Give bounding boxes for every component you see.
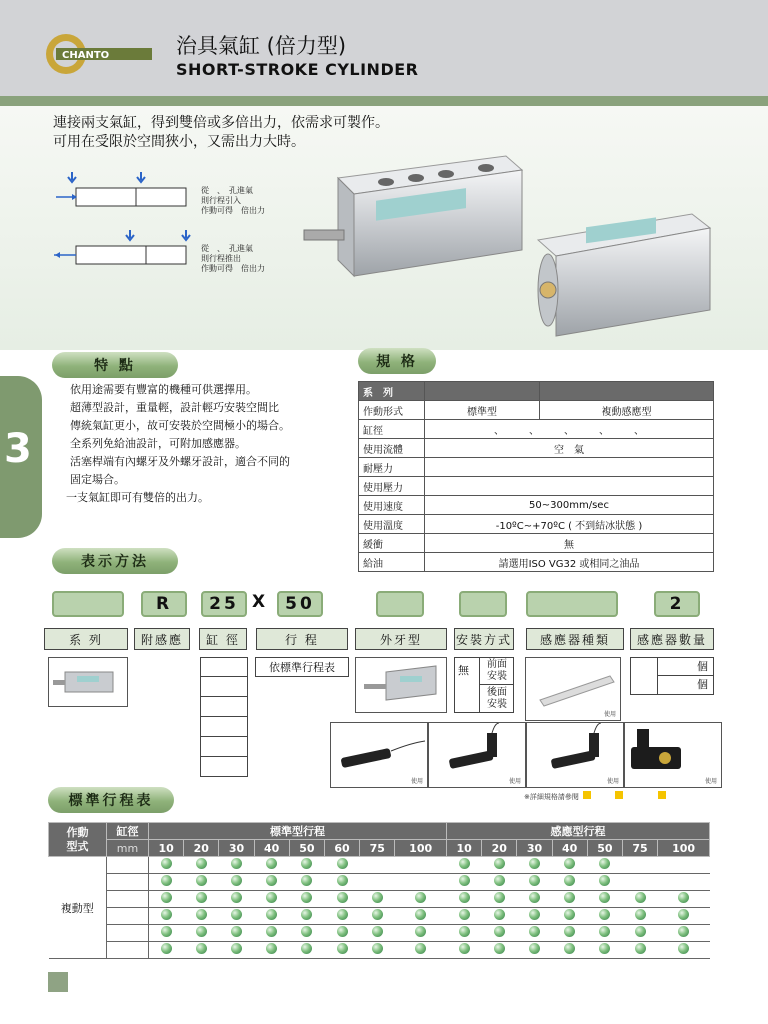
feature-line: 超薄型設計，重量輕，設計輕巧安裝空間比: [70, 401, 279, 414]
stroke-cell: [622, 908, 657, 925]
stroke-cell: [149, 942, 184, 959]
available-dot-icon: [635, 926, 646, 937]
stroke-cell: [447, 908, 482, 925]
available-dot-icon: [372, 909, 383, 920]
stroke-cell: [254, 874, 289, 891]
stroke-cell: [184, 925, 219, 942]
sensor-stroke-40: 40: [552, 840, 587, 857]
spec-label: 使用流體: [359, 439, 425, 458]
stroke-cell: [587, 908, 622, 925]
sensor-stroke-100: 100: [658, 840, 710, 857]
sensor-stroke-50: 50: [587, 840, 622, 857]
diagram-note-2: 從 、 孔進氣 則行程推出 作動可得 倍出力: [201, 244, 265, 273]
available-dot-icon: [494, 943, 505, 954]
stroke-cell: [254, 925, 289, 942]
code-stroke: 50: [277, 591, 323, 617]
stroke-cell: [658, 942, 710, 959]
available-dot-icon: [494, 909, 505, 920]
std-stroke-30: 30: [219, 840, 254, 857]
stroke-cell: [219, 908, 254, 925]
col-bore-unit: mm: [107, 840, 149, 857]
stroke-cell: [395, 874, 447, 891]
stroke-cell: [552, 891, 587, 908]
bore-cell: [107, 925, 149, 942]
col-standard-stroke: 標準型行程: [149, 823, 447, 840]
table-row: [49, 942, 710, 959]
stroke-cell: [184, 874, 219, 891]
code-male-thread: [376, 591, 424, 617]
stroke-cell: [219, 857, 254, 874]
stroke-cell: [552, 925, 587, 942]
stroke-cell: [552, 857, 587, 874]
available-dot-icon: [599, 909, 610, 920]
bore-cell: [107, 874, 149, 891]
std-stroke-50: 50: [289, 840, 324, 857]
spec-label: 缸徑: [359, 420, 425, 439]
available-dot-icon: [231, 858, 242, 869]
available-dot-icon: [678, 892, 689, 903]
stroke-cell: [622, 942, 657, 959]
available-dot-icon: [266, 892, 277, 903]
mount-rear: 後面 安裝: [479, 685, 514, 713]
stroke-cell: [184, 908, 219, 925]
available-dot-icon: [337, 892, 348, 903]
available-dot-icon: [599, 858, 610, 869]
spec-value: 無: [425, 534, 714, 553]
stroke-cell: [395, 942, 447, 959]
available-dot-icon: [196, 943, 207, 954]
spec-value: 50~300mm/sec: [425, 496, 714, 515]
available-dot-icon: [415, 892, 426, 903]
std-stroke-10: 10: [149, 840, 184, 857]
available-dot-icon: [337, 909, 348, 920]
spec-value: 請選用ISO VG32 或相同之油品: [425, 553, 714, 572]
table-row: [49, 874, 710, 891]
diagram-note-1: 從 、 孔進氣 則行程引入 作動可得 倍出力: [201, 186, 265, 215]
available-dot-icon: [301, 892, 312, 903]
available-dot-icon: [196, 926, 207, 937]
available-dot-icon: [564, 892, 575, 903]
stroke-cell: [324, 857, 359, 874]
stroke-cell: [149, 891, 184, 908]
sensor-stroke-30: 30: [517, 840, 552, 857]
available-dot-icon: [196, 909, 207, 920]
available-dot-icon: [372, 926, 383, 937]
available-dot-icon: [564, 926, 575, 937]
ordering-heading: 表示方法: [52, 548, 178, 574]
stroke-cell: [482, 891, 517, 908]
available-dot-icon: [494, 858, 505, 869]
stroke-cell: [219, 942, 254, 959]
stroke-cell: [395, 857, 447, 874]
stroke-cell: [517, 942, 552, 959]
sensor-image-2: 使用: [428, 722, 526, 788]
stroke-cell: [324, 874, 359, 891]
stroke-table: [48, 822, 710, 959]
std-stroke-40: 40: [254, 840, 289, 857]
sensor-image-4: 使用: [624, 722, 722, 788]
available-dot-icon: [564, 858, 575, 869]
cylinder-product-photo: [296, 150, 756, 340]
table-row: [49, 891, 710, 908]
mount-front: 前面 安裝: [479, 658, 514, 685]
page-title-en: SHORT-STROKE CYLINDER: [176, 60, 419, 79]
stroke-cell: [587, 942, 622, 959]
code-mounting: [459, 591, 507, 617]
stroke-cell: [149, 857, 184, 874]
available-dot-icon: [529, 909, 540, 920]
available-dot-icon: [564, 943, 575, 954]
stroke-cell: [149, 908, 184, 925]
logo-text: CHANTO: [62, 50, 110, 61]
feature-line: 依用途需要有豐富的機種可供選擇用。: [70, 383, 257, 396]
available-dot-icon: [301, 858, 312, 869]
note-swatch: [615, 791, 623, 799]
available-dot-icon: [599, 926, 610, 937]
label-stroke: 行 程: [256, 628, 348, 650]
stroke-cell: [587, 925, 622, 942]
spec-label: 耐壓力: [359, 458, 425, 477]
table-row: [49, 925, 710, 942]
stroke-cell: [184, 942, 219, 959]
stroke-cell: [622, 874, 657, 891]
available-dot-icon: [459, 909, 470, 920]
stroke-cell: [395, 908, 447, 925]
code-separator: X: [252, 592, 266, 612]
available-dot-icon: [529, 892, 540, 903]
available-dot-icon: [459, 892, 470, 903]
detail-note: ※詳細規格請參閱: [524, 791, 666, 802]
feature-line: 一支氣缸即可有雙倍的出力。: [66, 491, 209, 504]
stroke-cell: [219, 891, 254, 908]
features-heading: 特 點: [52, 352, 178, 378]
spec-label: 系 列: [359, 382, 425, 401]
available-dot-icon: [599, 943, 610, 954]
stroke-cell: [658, 891, 710, 908]
stroke-cell: [219, 874, 254, 891]
stroke-cell: [447, 874, 482, 891]
stroke-cell: [254, 908, 289, 925]
stroke-cell: [552, 942, 587, 959]
available-dot-icon: [599, 892, 610, 903]
stroke-cell: [360, 908, 395, 925]
available-dot-icon: [196, 892, 207, 903]
stroke-cell: [324, 925, 359, 942]
available-dot-icon: [196, 875, 207, 886]
stroke-cell: [517, 908, 552, 925]
stroke-cell: [482, 942, 517, 959]
spec-value: -10ºC~+70ºC ( 不到結冰狀態 ): [425, 515, 714, 534]
available-dot-icon: [231, 943, 242, 954]
intro-line-1: 連接兩支氣缸，得到雙倍或多倍出力，依需求可製作。: [53, 115, 389, 131]
male-thread-image: [355, 657, 447, 713]
available-dot-icon: [529, 875, 540, 886]
label-sensor: 附感應: [134, 628, 190, 650]
available-dot-icon: [266, 909, 277, 920]
col-bore: 缸徑: [107, 823, 149, 840]
stroke-cell: [587, 874, 622, 891]
stroke-cell: [658, 925, 710, 942]
spec-value: [425, 477, 714, 496]
principle-diagram: [46, 168, 196, 278]
page-marker: [48, 972, 68, 992]
available-dot-icon: [459, 926, 470, 937]
available-dot-icon: [494, 892, 505, 903]
stroke-cell: [289, 857, 324, 874]
features-list: [66, 381, 290, 507]
feature-line: 全系列免給油設計，可附加感應器。: [70, 437, 246, 450]
stroke-cell: [324, 891, 359, 908]
stroke-cell: [482, 925, 517, 942]
series-image: [48, 657, 128, 707]
available-dot-icon: [415, 943, 426, 954]
stroke-cell: [622, 857, 657, 874]
sensor-image-3: 使用: [526, 722, 624, 788]
stroke-cell: [254, 857, 289, 874]
action-type-cell: 複動型: [49, 857, 107, 959]
label-mounting: 安裝方式: [454, 628, 514, 650]
stroke-cell: [184, 891, 219, 908]
code-bore: 25: [201, 591, 247, 617]
sensor-stroke-75: 75: [622, 840, 657, 857]
spec-label: 使用溫度: [359, 515, 425, 534]
stroke-cell: [552, 874, 587, 891]
page-title-cn: 治具氣缸 (倍力型): [176, 34, 347, 58]
bore-cell: [107, 942, 149, 959]
stroke-cell: [360, 874, 395, 891]
table-row: [49, 908, 710, 925]
available-dot-icon: [337, 858, 348, 869]
available-dot-icon: [337, 926, 348, 937]
spec-heading: 規 格: [358, 348, 436, 374]
chapter-tab: 3: [0, 376, 42, 538]
code-sensor-qty: 2: [654, 591, 700, 617]
stroke-cell: [360, 857, 395, 874]
available-dot-icon: [678, 909, 689, 920]
label-sensor-qty: 感應器數量: [630, 628, 714, 650]
stroke-cell: [517, 874, 552, 891]
available-dot-icon: [196, 858, 207, 869]
stroke-cell: [289, 874, 324, 891]
available-dot-icon: [266, 926, 277, 937]
stroke-cell: [324, 942, 359, 959]
available-dot-icon: [459, 943, 470, 954]
mounting-options: [454, 657, 514, 713]
sensor-image-1: 使用: [330, 722, 428, 788]
available-dot-icon: [161, 926, 172, 937]
stroke-cell: [658, 908, 710, 925]
available-dot-icon: [529, 926, 540, 937]
stroke-cell: [517, 857, 552, 874]
sensor-rail-image: 使用: [525, 657, 621, 721]
stroke-cell: [395, 891, 447, 908]
available-dot-icon: [161, 892, 172, 903]
sensor-stroke-20: 20: [482, 840, 517, 857]
stroke-cell: [447, 942, 482, 959]
stroke-cell: [658, 857, 710, 874]
spec-label: 緩衝: [359, 534, 425, 553]
stroke-cell: [360, 925, 395, 942]
stroke-cell: [289, 891, 324, 908]
spec-label: 使用壓力: [359, 477, 425, 496]
code-sensor: R: [141, 591, 187, 617]
available-dot-icon: [301, 909, 312, 920]
available-dot-icon: [599, 875, 610, 886]
stroke-cell: [517, 891, 552, 908]
available-dot-icon: [301, 875, 312, 886]
bore-cell: [107, 908, 149, 925]
stroke-cell: [482, 874, 517, 891]
available-dot-icon: [678, 926, 689, 937]
available-dot-icon: [231, 892, 242, 903]
std-stroke-20: 20: [184, 840, 219, 857]
stroke-cell: [482, 857, 517, 874]
label-male-thread: 外牙型: [355, 628, 447, 650]
available-dot-icon: [301, 943, 312, 954]
available-dot-icon: [459, 858, 470, 869]
available-dot-icon: [301, 926, 312, 937]
available-dot-icon: [678, 943, 689, 954]
col-sensor-stroke: 感應型行程: [447, 823, 710, 840]
note-swatch: [583, 791, 591, 799]
available-dot-icon: [161, 909, 172, 920]
stroke-cell: [324, 908, 359, 925]
table-row: [49, 857, 710, 874]
mount-none: 無: [458, 664, 469, 677]
available-dot-icon: [564, 909, 575, 920]
spec-value: 空 氣: [425, 439, 714, 458]
stroke-cell: [622, 925, 657, 942]
available-dot-icon: [231, 909, 242, 920]
spec-value: 複動感應型: [539, 401, 713, 420]
chanto-logo: [44, 32, 154, 80]
stroke-cell: [658, 874, 710, 891]
available-dot-icon: [372, 892, 383, 903]
available-dot-icon: [494, 875, 505, 886]
code-series: [52, 591, 124, 617]
stroke-cell: [447, 891, 482, 908]
label-bore: 缸 徑: [199, 628, 247, 650]
code-sensor-type: [526, 591, 618, 617]
available-dot-icon: [529, 943, 540, 954]
stroke-cell: [482, 908, 517, 925]
header-band: [0, 96, 768, 106]
stroke-cell: [587, 857, 622, 874]
sensor-stroke-10: 10: [447, 840, 482, 857]
stroke-cell: [360, 891, 395, 908]
stroke-cell: [254, 891, 289, 908]
stroke-cell: [289, 925, 324, 942]
stroke-note: 依標準行程表: [255, 657, 349, 677]
stroke-cell: [219, 925, 254, 942]
available-dot-icon: [415, 909, 426, 920]
spec-table: [358, 381, 714, 572]
bore-cell: [107, 857, 149, 874]
stroke-cell: [395, 925, 447, 942]
stroke-cell: [552, 908, 587, 925]
available-dot-icon: [564, 875, 575, 886]
spec-value: 標準型: [425, 401, 540, 420]
feature-line: 傳統氣缸更小，故可安裝於空間極小的場合。: [70, 419, 290, 432]
stroke-cell: [360, 942, 395, 959]
feature-line: 固定場合。: [70, 473, 125, 486]
col-action-type: 作動 型式: [49, 823, 107, 857]
available-dot-icon: [635, 892, 646, 903]
available-dot-icon: [372, 943, 383, 954]
available-dot-icon: [231, 875, 242, 886]
available-dot-icon: [459, 875, 470, 886]
available-dot-icon: [161, 858, 172, 869]
available-dot-icon: [337, 875, 348, 886]
available-dot-icon: [161, 875, 172, 886]
std-stroke-100: 100: [395, 840, 447, 857]
stroke-cell: [587, 891, 622, 908]
available-dot-icon: [231, 926, 242, 937]
stroke-cell: [289, 908, 324, 925]
sensor-qty-options: 個 個: [630, 657, 714, 695]
available-dot-icon: [337, 943, 348, 954]
stroke-cell: [184, 857, 219, 874]
available-dot-icon: [266, 943, 277, 954]
stroke-cell: [447, 857, 482, 874]
std-stroke-60: 60: [324, 840, 359, 857]
stroke-cell: [149, 874, 184, 891]
available-dot-icon: [161, 943, 172, 954]
available-dot-icon: [635, 943, 646, 954]
bore-options: [200, 657, 248, 777]
available-dot-icon: [266, 858, 277, 869]
available-dot-icon: [415, 926, 426, 937]
spec-label: 使用速度: [359, 496, 425, 515]
intro-line-2: 可用在受限於空間狹小，又需出力大時。: [53, 134, 305, 150]
stroke-cell: [289, 942, 324, 959]
note-swatch: [658, 791, 666, 799]
spec-label: 作動形式: [359, 401, 425, 420]
available-dot-icon: [529, 858, 540, 869]
stroke-table-heading: 標準行程表: [48, 787, 174, 813]
stroke-cell: [149, 925, 184, 942]
spec-value: 、 、 、 、 、: [425, 420, 714, 439]
available-dot-icon: [635, 909, 646, 920]
available-dot-icon: [266, 875, 277, 886]
available-dot-icon: [494, 926, 505, 937]
label-series: 系 列: [44, 628, 128, 650]
bore-cell: [107, 891, 149, 908]
spec-label: 給油: [359, 553, 425, 572]
stroke-cell: [447, 925, 482, 942]
feature-line: 活塞桿端有內螺牙及外螺牙設計，適合不同的: [70, 455, 290, 468]
std-stroke-75: 75: [360, 840, 395, 857]
label-sensor-type: 感應器種類: [526, 628, 624, 650]
stroke-cell: [622, 891, 657, 908]
stroke-cell: [517, 925, 552, 942]
stroke-cell: [254, 942, 289, 959]
spec-value: [425, 458, 714, 477]
